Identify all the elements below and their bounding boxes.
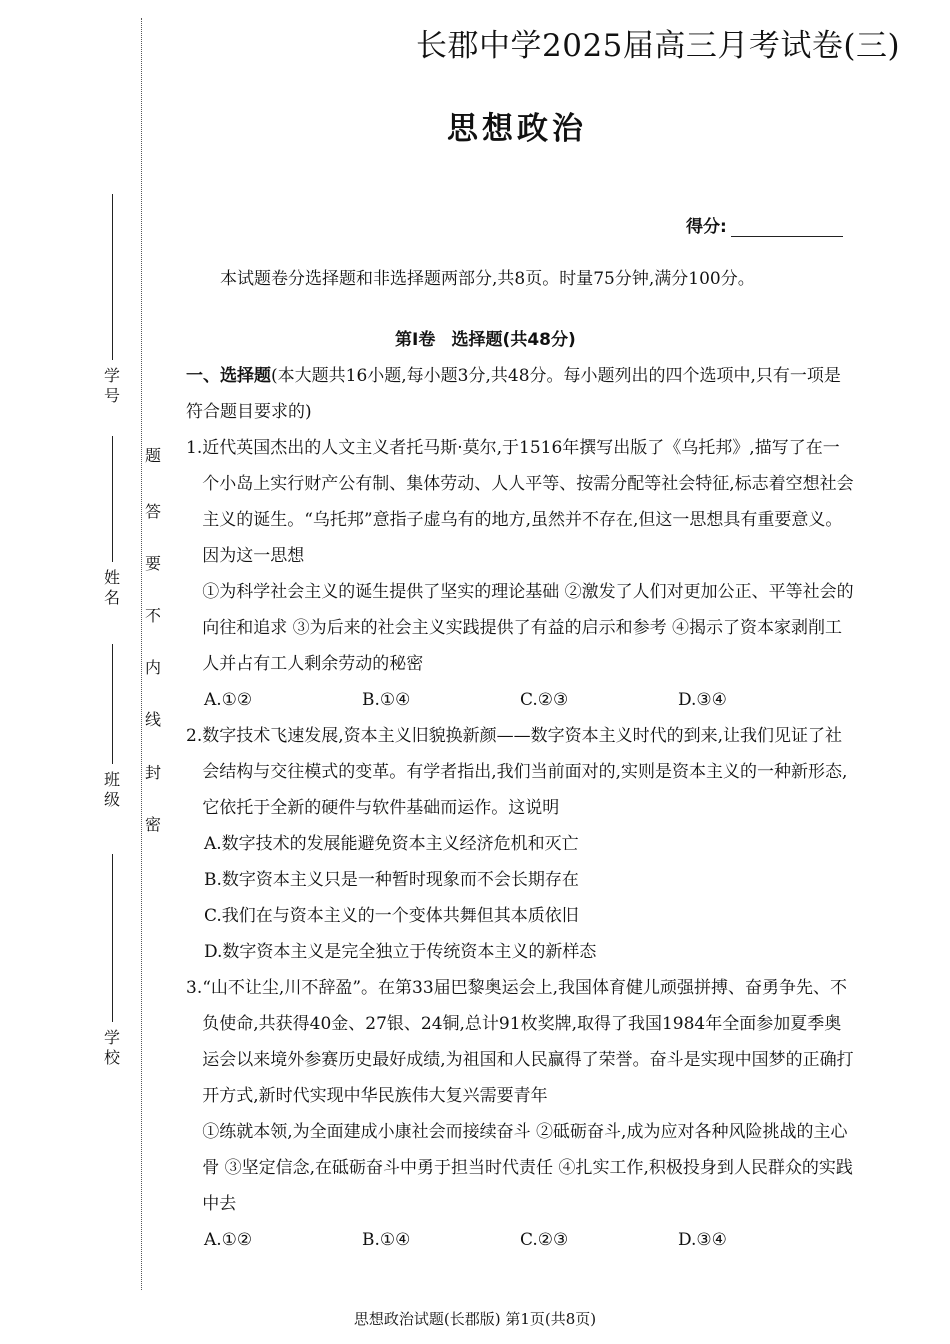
section-label: 一、选择题 — [186, 366, 271, 386]
choice-b[interactable]: B.①④ — [362, 690, 411, 710]
name-field[interactable] — [104, 432, 121, 608]
choice-d[interactable]: D.③④ — [678, 1230, 727, 1250]
question-number: 1. — [186, 438, 203, 458]
school-field[interactable] — [104, 850, 121, 1068]
score-label: 得分: — [686, 217, 727, 237]
subject-title: 思想政治 — [447, 111, 587, 147]
name-label: 姓名 — [104, 568, 121, 607]
seal-char: 线 — [145, 710, 162, 729]
choice-c[interactable]: C.我们在与资本主义的一个变体共舞但其本质依旧 — [204, 906, 579, 926]
exam-title: 长郡中学2025届高三月考试卷(三) — [416, 28, 901, 64]
class-field[interactable] — [104, 640, 121, 810]
class-blank[interactable] — [112, 644, 113, 764]
question-2 — [186, 718, 854, 826]
choice-b[interactable]: B.数字资本主义只是一种暂时现象而不会长期存在 — [204, 870, 579, 890]
page-footer: 思想政治试题(长郡版) 第1页(共8页) — [353, 1310, 597, 1328]
part-number: 第Ⅰ卷 — [395, 330, 436, 350]
section-desc: (本大题共16小题,每小题3分,共48分。每小题列出的四个选项中,只有一项是符合题目要求的) — [186, 366, 841, 422]
answer-options — [186, 826, 854, 970]
seal-char: 要 — [145, 554, 162, 573]
student-id-field[interactable] — [104, 190, 121, 406]
question-stem: 近代英国杰出的人文主义者托马斯·莫尔,于1516年撰写出版了《乌托邦》,描写了在一个小岛上实行财产公有制、集体劳动、人人平等、按需分配等社会特征,标志着空想社会主义的诞生。“乌托邦”意指子虚乌有的地方,虽然并不存在,但这一思想具有重要意义。因为这一思想 — [202, 438, 854, 566]
question-number: 2. — [186, 726, 203, 746]
choice-d[interactable]: D.数字资本主义是完全独立于传统资本主义的新样态 — [204, 942, 597, 962]
choice-c[interactable]: C.②③ — [520, 1230, 569, 1250]
seal-char: 不 — [145, 606, 162, 625]
part-title — [395, 325, 576, 350]
answer-choices — [186, 1222, 854, 1258]
question-3 — [186, 970, 854, 1222]
score-field — [686, 212, 843, 237]
seal-char: 密 — [145, 815, 162, 834]
section-heading — [186, 358, 854, 430]
school-blank[interactable] — [112, 854, 113, 1022]
question-statements: ①为科学社会主义的诞生提供了坚实的理论基础 ②激发了人们对更加公正、平等社会的向往和追求 ③为后来的社会主义实践提供了有益的启示和参考 ④揭示了资本家剥削工人并占有工人剩余劳动的秘密 — [202, 582, 854, 674]
name-blank[interactable] — [112, 436, 113, 562]
seal-char: 内 — [145, 658, 162, 677]
question-1 — [186, 430, 854, 682]
student-id-blank[interactable] — [112, 194, 113, 360]
part-label: 选择题(共48分) — [451, 330, 576, 350]
choice-b[interactable]: B.①④ — [362, 1230, 411, 1250]
binding-dotted-line — [141, 18, 142, 1290]
answer-choices — [186, 682, 854, 718]
choice-c[interactable]: C.②③ — [520, 690, 569, 710]
choice-a[interactable]: A.①② — [204, 690, 253, 710]
score-blank[interactable] — [731, 218, 843, 237]
question-stem: “山不让尘,川不辞盈”。在第33届巴黎奥运会上,我国体育健儿顽强拼搏、奋勇争先、不负使命,共获得40金、27银、24铜,总计91枚奖牌,取得了我国1984年全面参加夏季奥运会以来境外参赛历史最好成绩,为祖国和人民赢得了荣誉。奋斗是实现中国梦的正确打开方式,新时代实现中华民族伟大复兴需要青年 — [202, 978, 854, 1106]
question-stem: 数字技术飞速发展,资本主义旧貌换新颜——数字资本主义时代的到来,让我们见证了社会结构与交往模式的变革。有学者指出,我们当前面对的,实则是资本主义的一种新形态,它依托于全新的硬件与软件基础而运作。这说明 — [202, 726, 848, 818]
question-number: 3. — [186, 978, 203, 998]
student-id-label: 学号 — [104, 366, 121, 405]
seal-char: 封 — [145, 763, 162, 782]
choice-a[interactable]: A.①② — [204, 1230, 253, 1250]
exam-intro: 本试题卷分选择题和非选择题两部分,共8页。时量75分钟,满分100分。 — [220, 269, 755, 289]
seal-char: 题 — [145, 446, 162, 465]
school-label: 学校 — [104, 1028, 121, 1067]
choice-d[interactable]: D.③④ — [678, 690, 727, 710]
seal-char: 答 — [145, 502, 162, 521]
question-statements: ①练就本领,为全面建成小康社会而接续奋斗 ②砥砺奋斗,成为应对各种风险挑战的主心骨 ③坚定信念,在砥砺奋斗中勇于担当时代责任 ④扎实工作,积极投身到人民群众的实践中去 — [202, 1122, 853, 1214]
class-label: 班级 — [104, 770, 121, 809]
question-list — [186, 358, 854, 1258]
choice-a[interactable]: A.数字技术的发展能避免资本主义经济危机和灭亡 — [204, 834, 579, 854]
